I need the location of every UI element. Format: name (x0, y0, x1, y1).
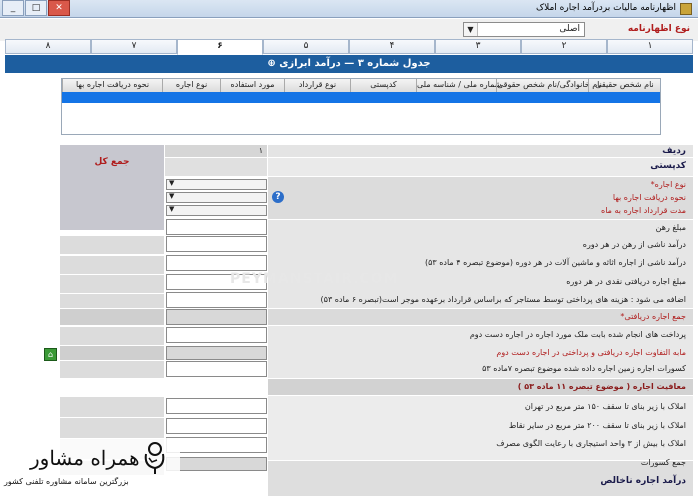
grid-header (62, 79, 660, 92)
total-rent-field (166, 309, 267, 325)
other-200-input[interactable] (166, 418, 267, 434)
tehran-150-input[interactable] (166, 398, 267, 414)
units-3-label: املاک با بیش از ۳ واحد استیجاری با رعایت الگوی مصرف (496, 439, 686, 448)
total-rent-label: جمع اجاره دریافتی* (620, 312, 686, 321)
total-cell (60, 256, 164, 274)
exemption-header: معافیت اجاره ( موضوع تبصره ۱۱ ماده ۵۳ ) (517, 382, 686, 391)
sublet-paid-label: پرداخت های انجام شده بابت ملک مورد اجاره در اجاره دست دوم (469, 330, 686, 339)
cash-rent-label: مبلغ اجاره دریافتی نقدی در هر دوره (566, 277, 686, 286)
maximize-button[interactable]: □ (25, 0, 47, 16)
contract-duration-select[interactable] (166, 205, 267, 216)
home-icon[interactable]: ⌂ (44, 348, 57, 361)
tab-6[interactable]: ۶ (177, 39, 263, 55)
grid-col-last-name[interactable]: نام خانوادگی/نام شخص حقوقی (496, 79, 588, 92)
tab-7[interactable]: ۷ (91, 39, 177, 54)
return-type-dropdown[interactable] (463, 22, 585, 37)
furniture-income-input[interactable] (166, 255, 267, 271)
total-cell (60, 418, 164, 438)
rent-type-select[interactable] (166, 179, 267, 190)
total-cell (60, 346, 164, 360)
return-type-bar (0, 19, 698, 41)
other-200-label: املاک با زیر بنای تا سقف ۲۰۰ متر مربع در سایر نقاط (508, 421, 686, 430)
tab-8[interactable]: ۸ (5, 39, 91, 54)
grid-col-usage[interactable]: مورد استفاده (220, 79, 284, 92)
tab-4[interactable]: ۴ (349, 39, 435, 54)
grid-col-rent-type[interactable]: نوع اجاره (162, 79, 220, 92)
row-number: ۱ (258, 146, 263, 155)
row-band (268, 145, 693, 157)
tab-strip (5, 39, 693, 54)
grid-col-first-name[interactable]: نام شخص حقیقی (588, 79, 660, 92)
chevron-down-icon: ▼ (169, 205, 175, 213)
tab-1[interactable]: ۱ (607, 39, 693, 54)
rent-type-label: نوع اجاره* (650, 180, 686, 189)
chevron-down-icon: ▼ (169, 192, 175, 200)
window-controls (2, 0, 71, 16)
brand-logo (0, 438, 180, 498)
postal-band (268, 158, 693, 176)
land-deductions-label: کسورات اجاره زمین اجاره داده شده موضوع تبصره ۷ماده ۵۳ (482, 364, 686, 373)
watermark: PEYMANSTAIR.COM (230, 271, 399, 287)
tab-5[interactable]: ۵ (263, 39, 349, 54)
brand-tagline: بزرگترین سامانه مشاوره تلفنی کشور (4, 477, 129, 486)
payment-method-label: نحوه دریافت اجاره بها (612, 193, 686, 202)
row-number-cell (165, 145, 267, 157)
total-cell (60, 397, 164, 417)
tab-2[interactable]: ۲ (521, 39, 607, 54)
close-button[interactable]: ✕ (48, 0, 70, 16)
microphone-icon (138, 440, 168, 476)
postal-value-cell (165, 158, 267, 176)
section-title: جدول شماره ۳ — درآمد ابرازی ⊕ (5, 55, 693, 73)
app-icon (680, 3, 692, 15)
table-row[interactable] (62, 92, 660, 103)
total-deductions-label: جمع کسورات (640, 458, 686, 467)
land-deductions-input[interactable] (166, 361, 267, 377)
deposit-input[interactable] (166, 219, 267, 235)
grid-col-contract-type[interactable]: نوع قرارداد (284, 79, 350, 92)
grid-col-national-id[interactable]: شماره ملی / شناسه ملی (416, 79, 496, 92)
total-cell (60, 236, 164, 254)
grid-col-payment-method[interactable]: نحوه دریافت اجاره بها (62, 79, 162, 92)
tehran-150-label: املاک با زیر بنای تا سقف ۱۵۰ متر مربع در تهران (524, 402, 686, 411)
total-deductions-field (166, 457, 267, 471)
chevron-down-icon[interactable]: ▼ (464, 23, 478, 36)
sublet-diff-label: مابه التفاوت اجاره دریافتی و پرداختی در اجاره دست دوم (496, 348, 686, 357)
sublet-paid-input[interactable] (166, 327, 267, 343)
total-cell (60, 294, 164, 308)
row-label: ردیف (662, 146, 686, 156)
grand-total-box (60, 145, 164, 230)
total-cell (60, 275, 164, 293)
return-type-label: نوع اظهارنامه (627, 24, 690, 34)
total-cell (60, 309, 164, 325)
deposit-income-input[interactable] (166, 236, 267, 252)
postal-code-label: کدپستی (650, 161, 686, 171)
total-cell (60, 361, 164, 378)
return-type-value: اصلی (559, 24, 580, 34)
tenant-costs-input[interactable] (166, 292, 267, 308)
help-icon[interactable]: ? (272, 191, 284, 203)
records-grid[interactable] (61, 78, 661, 135)
tab-3[interactable]: ۳ (435, 39, 521, 54)
gross-income-label: درآمد اجاره ناخالص (600, 476, 686, 486)
deposit-label: مبلغ رهن (655, 223, 686, 232)
units-3-input[interactable] (166, 437, 267, 453)
sublet-diff-field (166, 346, 267, 360)
contract-duration-label: مدت قرارداد اجاره به ماه (601, 206, 686, 215)
payment-method-select[interactable] (166, 192, 267, 203)
grand-total-title: جمع کل (94, 157, 130, 167)
deposit-income-label: درآمد ناشی از رهن در هر دوره (582, 240, 686, 249)
brand-name: همراه مشاور (30, 446, 140, 470)
minimize-button[interactable]: _ (2, 0, 24, 16)
window-title: اظهارنامه مالیات بردرآمد اجاره املاک (536, 3, 676, 13)
grid-col-postal-code[interactable]: کدپستی (350, 79, 416, 92)
window-titlebar (0, 0, 698, 18)
furniture-income-label: درآمد ناشی از اجاره اثاثه و ماشین آلات در هر دوره (موضوع تبصره ۴ ماده ۵۳) (424, 258, 686, 267)
chevron-down-icon: ▼ (169, 179, 175, 187)
tenant-costs-label: اضافه می شود : هزینه های پرداختی توسط مستاجر که براساس قرارداد برعهده موجر است(تبصره ۶ ماده ۵۳) (320, 295, 686, 304)
total-cell (60, 327, 164, 345)
